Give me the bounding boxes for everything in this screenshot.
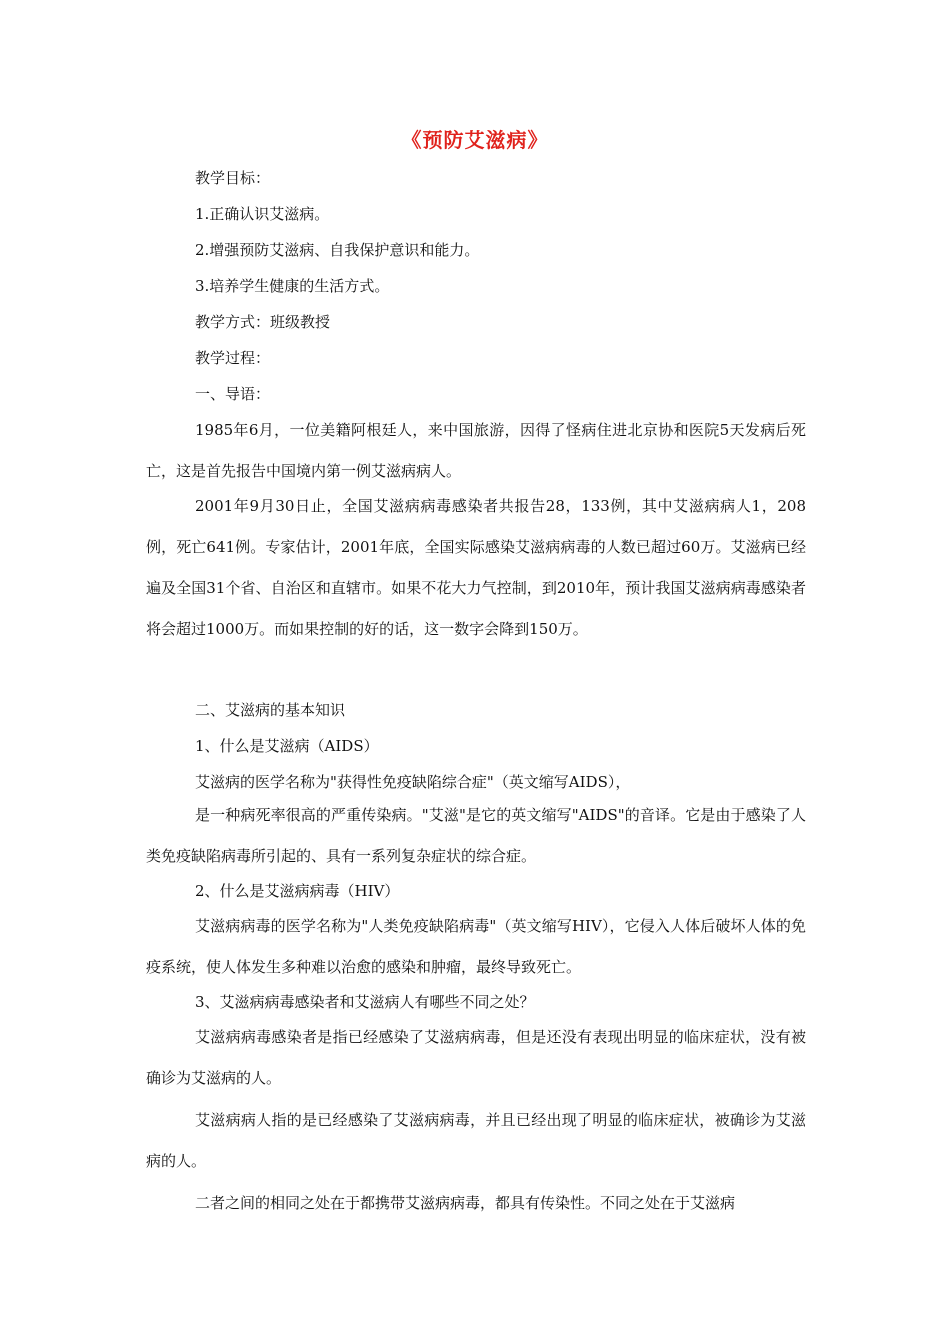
process-heading: 教学过程： xyxy=(195,349,271,367)
teaching-method: 教学方式：班级教授 xyxy=(195,313,331,331)
section-introduction: 一、导语： xyxy=(195,385,271,403)
question-2: 2、什么是艾滋病病毒（HIV） xyxy=(195,882,400,900)
objective-1: 1.正确认识艾滋病。 xyxy=(195,205,330,223)
document-title: 《预防艾滋病》 xyxy=(401,128,549,152)
intro-paragraph-1: 1985年6月，一位美籍阿根廷人，来中国旅游，因得了怪病住进北京协和医院5天发病后死亡，这是首先报告中国境内第一例艾滋病病人。 xyxy=(146,421,806,480)
question-2-paragraph: 艾滋病病毒的医学名称为"人类免疫缺陷病毒"（英文缩写HIV），它侵入人体后破坏人体的免疫系统，使人体发生多种难以治愈的感染和肿瘤，最终导致死亡。 xyxy=(146,917,806,976)
objective-2: 2.增强预防艾滋病、自我保护意识和能力。 xyxy=(195,241,480,259)
question-1: 1、什么是艾滋病（AIDS） xyxy=(195,737,379,755)
question-1-paragraph: 是一种病死率很高的严重传染病。"艾滋"是它的英文缩写"AIDS"的音译。它是由于感染了人类免疫缺陷病毒所引起的、具有一系列复杂症状的综合症。 xyxy=(146,806,806,865)
intro-paragraph-2: 2001年9月30日止，全国艾滋病病毒感染者共报告28，133例，其中艾滋病病人1，208例，死亡641例。专家估计，2001年底，全国实际感染艾滋病病毒的人数已超过60万。艾滋病已经遍及全国31个省、自治区和直辖市。如果不花大力气控制，到2010年，预计我国艾滋病病毒感染者将会超过1000万。而如果控制的好的话，这一数字会降到150万。 xyxy=(146,497,806,638)
section-basic-knowledge: 二、艾滋病的基本知识 xyxy=(195,701,346,719)
question-3-paragraph-3: 二者之间的相同之处在于都携带艾滋病病毒，都具有传染性。不同之处在于艾滋病 xyxy=(195,1194,736,1212)
question-3-paragraph-2: 艾滋病病人指的是已经感染了艾滋病病毒，并且已经出现了明显的临床症状，被确诊为艾滋病的人。 xyxy=(146,1111,806,1170)
question-1-line-1: 艾滋病的医学名称为"获得性免疫缺陷综合症"（英文缩写AIDS）， xyxy=(195,773,631,791)
question-3: 3、艾滋病病毒感染者和艾滋病人有哪些不同之处？ xyxy=(195,993,535,1011)
objective-3: 3.培养学生健康的生活方式。 xyxy=(195,277,390,295)
question-3-paragraph-1: 艾滋病病毒感染者是指已经感染了艾滋病病毒，但是还没有表现出明显的临床症状，没有被确诊为艾滋病的人。 xyxy=(146,1028,806,1087)
objectives-heading: 教学目标： xyxy=(195,169,271,187)
